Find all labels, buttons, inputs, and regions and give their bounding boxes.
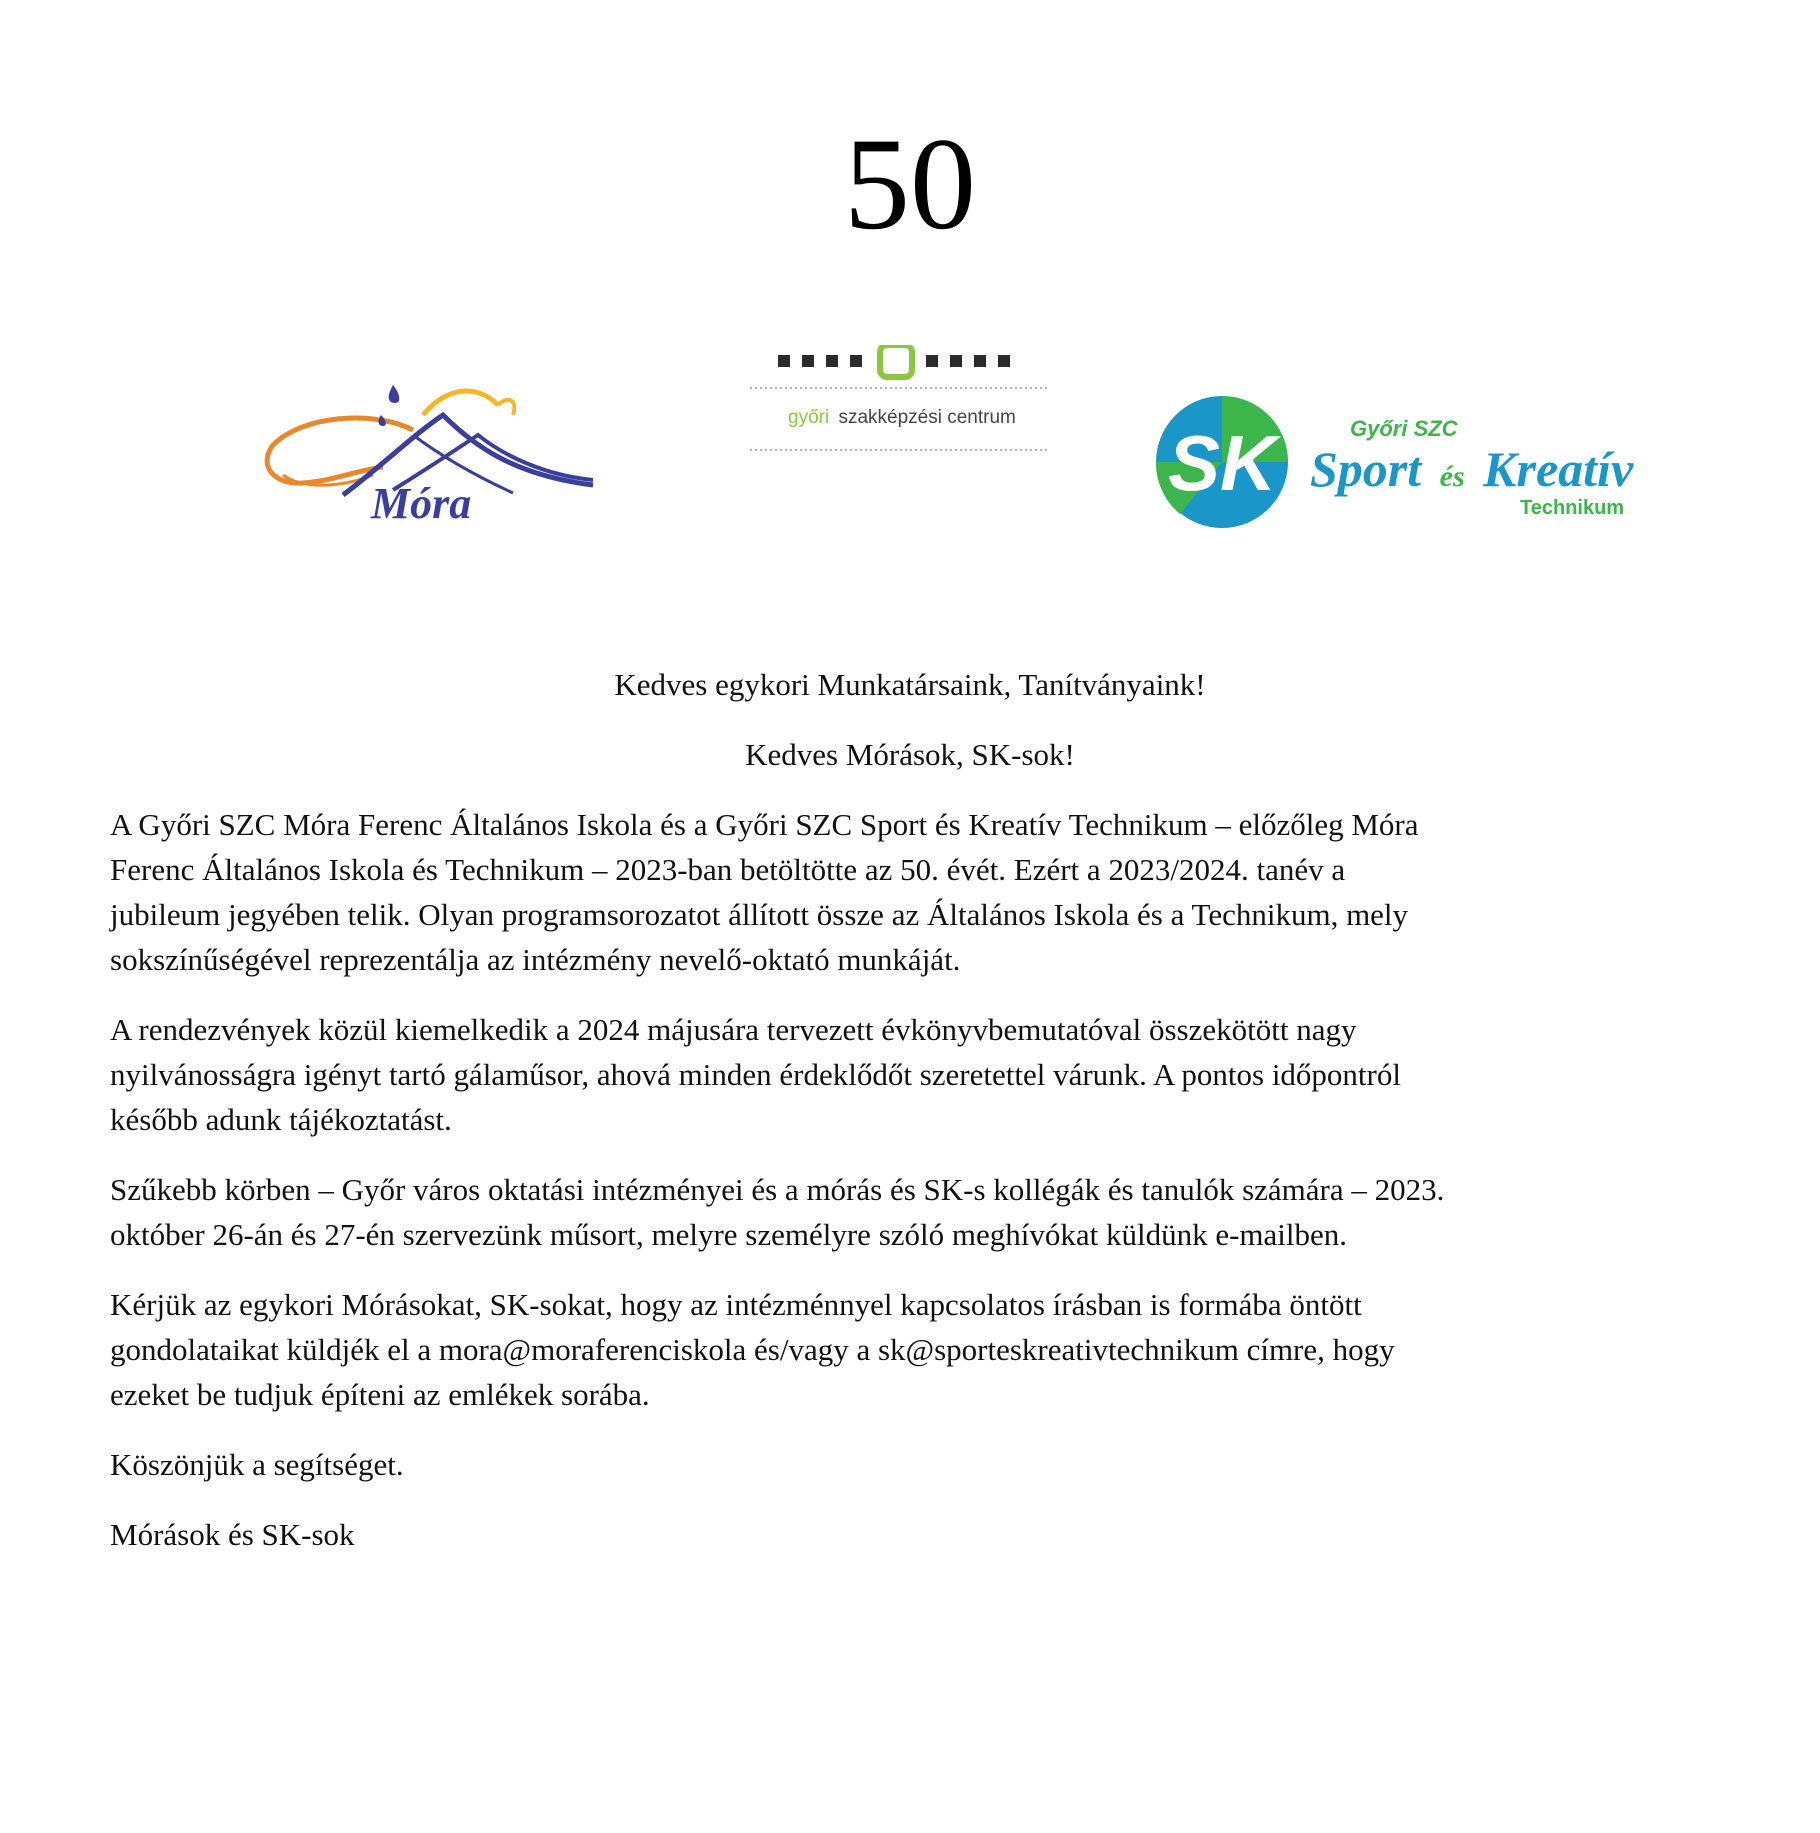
text-line: Kérjük az egykori Mórásokat, SK-sokat, hogy az intézménnyel kapcsolatos írásban is formába öntött xyxy=(110,1287,1362,1322)
paragraph-jubilee xyxy=(110,802,1710,982)
signature: Mórások és SK-sok xyxy=(110,1517,355,1552)
thanks-line: Köszönjük a segítséget. xyxy=(110,1447,404,1482)
anniversary-number: 50 xyxy=(844,110,976,257)
paragraph-gala xyxy=(110,1007,1710,1142)
sk-text-sport: Sport xyxy=(1310,441,1422,497)
sk-text-technikum: Technikum xyxy=(1520,497,1625,519)
sk-text-kreativ: Kreatív xyxy=(1483,441,1634,497)
text-line: Ferenc Általános Iskola és Technikum – 2023-ban betöltötte az 50. évét. Ezért a 2023/2024. tanév a xyxy=(110,852,1346,887)
text-line: ezeket be tudjuk építeni az emlékek sorába. xyxy=(110,1377,650,1412)
text-line: A Győri SZC Móra Ferenc Általános Iskola és a Győri SZC Sport és Kreatív Technikum – előzőleg Móra xyxy=(110,807,1419,842)
mora-mountain-logo xyxy=(263,375,603,525)
text-line: A rendezvények közül kiemelkedik a 2024 májusára tervezett évkönyvbemutatóval összekötött nagy xyxy=(110,1012,1357,1047)
sk-text-es: és xyxy=(1439,460,1465,493)
gyszc-text-rest: szakképzési centrum xyxy=(838,407,1016,428)
text-line: október 26-án és 27-én szervezünk műsort, melyre személyre szóló meghívókat küldünk e-mailben. xyxy=(110,1217,1348,1252)
text-line: gondolataikat küldjék el a mora@moraferenciskola és/vagy a sk@sporteskreativtechnikum címre, hogy xyxy=(110,1332,1395,1367)
mora-logo-text: Móra xyxy=(371,479,472,525)
text-line: később adunk tájékoztatást. xyxy=(110,1102,452,1137)
paragraph-october-program xyxy=(110,1167,1710,1257)
sk-text-gyori-szc: Győri SZC xyxy=(1350,416,1458,441)
text-line: nyilvánosságra igényt tartó gálaműsor, ahová minden érdeklődőt szeretettel várunk. A pontos időpontról xyxy=(110,1057,1401,1092)
mora-logo xyxy=(263,375,603,525)
sk-monogram: SK xyxy=(1168,419,1277,507)
greeting-staff-students: Kedves egykori Munkatársaink, Tanítványaink! xyxy=(614,667,1206,702)
text-line: sokszínűségével reprezentálja az intézmény nevelő-oktató munkáját. xyxy=(110,942,961,977)
text-line: jubileum jegyében telik. Olyan programsorozatot állított össze az Általános Iskola és a Technikum, mely xyxy=(110,897,1409,932)
letter-body xyxy=(110,662,1710,1557)
gyszc-text-gyori: győri xyxy=(788,407,830,428)
svg-text:győri szakképzési centru xyxy=(788,407,1016,428)
text-line: Szűkebb körben – Győr város oktatási intézményei és a mórás és SK-s kollégák és tanulók számára – 2023. xyxy=(110,1172,1445,1207)
greeting-mora-sk: Kedves Mórások, SK-sok! xyxy=(745,737,1075,772)
gyszc-logo xyxy=(750,345,1080,465)
sk-logo xyxy=(1150,390,1690,535)
gyszc-squares-logo xyxy=(750,345,1080,465)
svg-text:Sport és Kreatív xyxy=(1310,441,1634,497)
paragraph-memories-request xyxy=(110,1282,1710,1417)
sk-circle-logo xyxy=(1150,390,1690,535)
